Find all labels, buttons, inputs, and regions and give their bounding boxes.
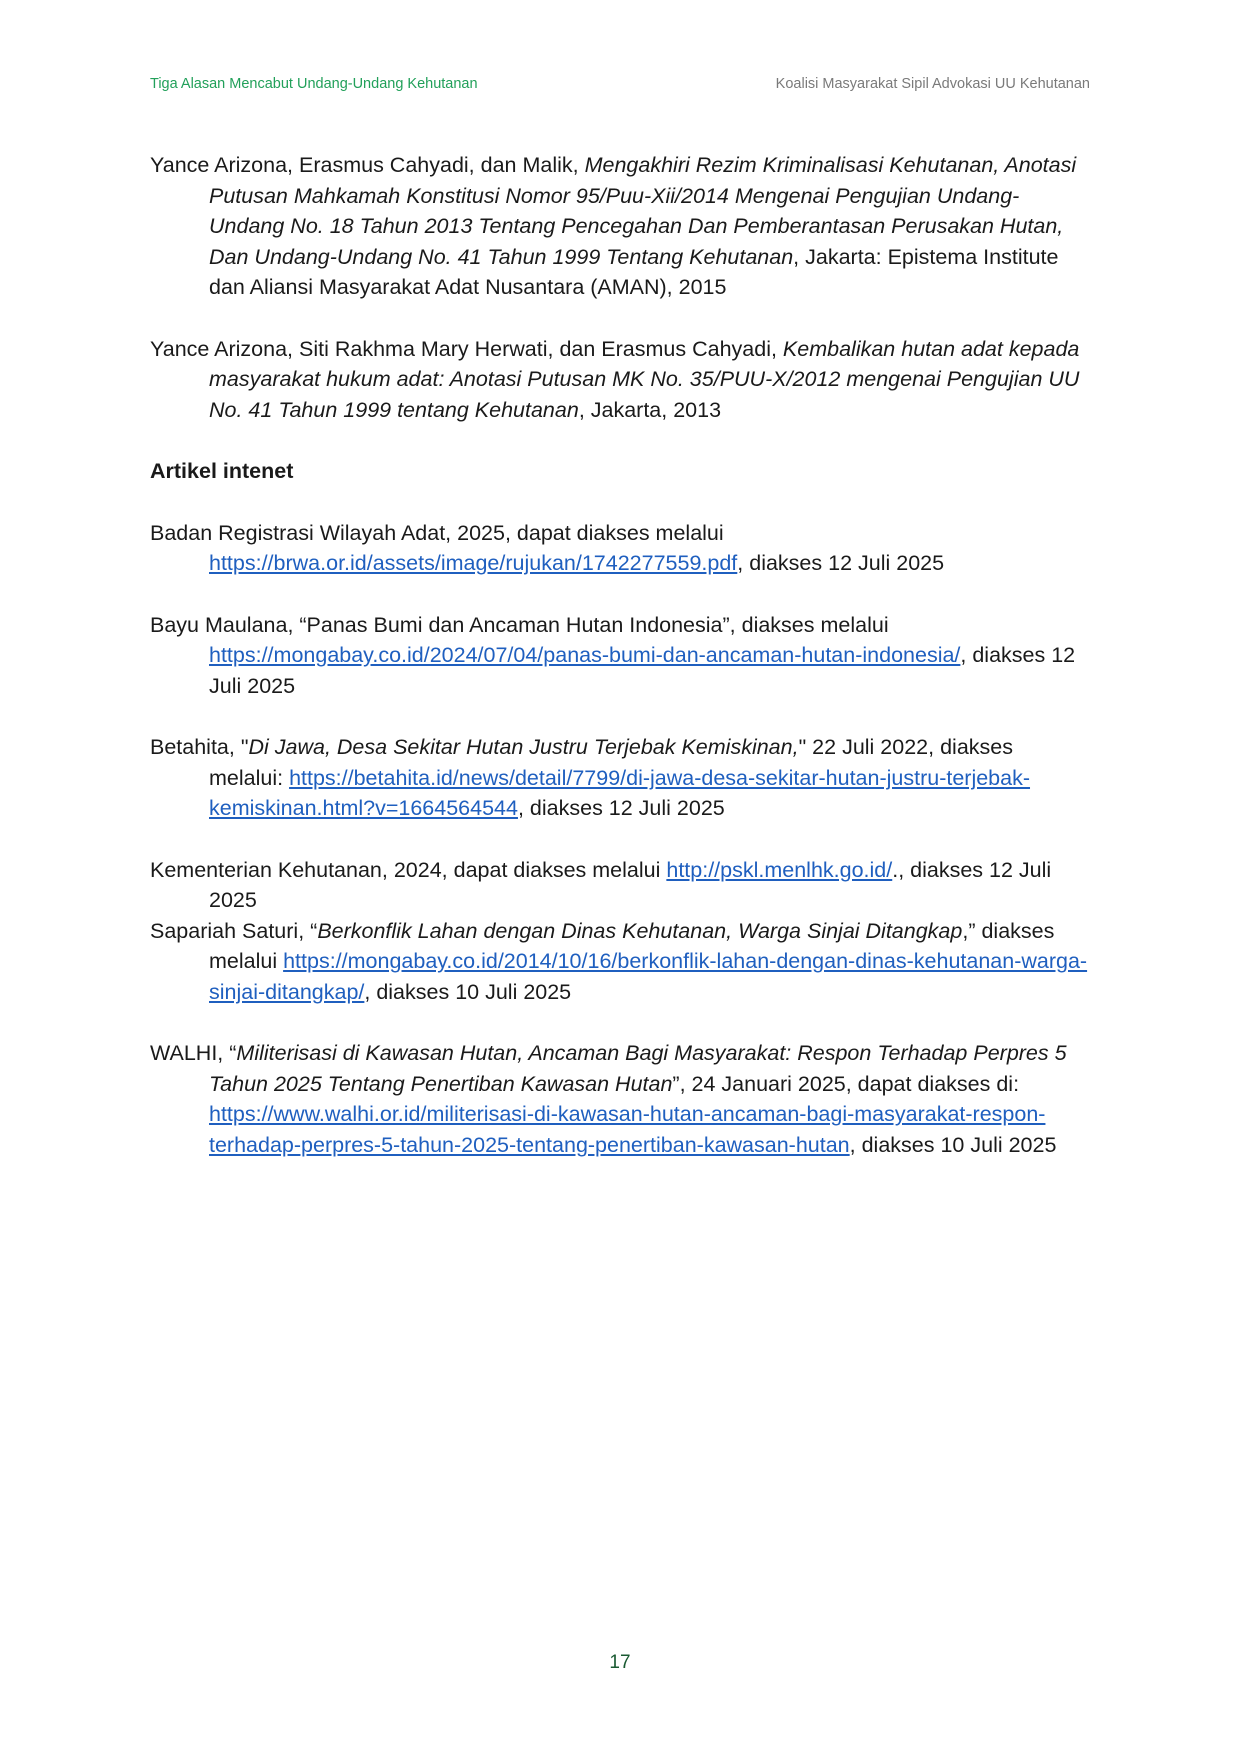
reference-author: Betahita, " — [150, 735, 249, 759]
reference-author: Yance Arizona, Erasmus Cahyadi, dan Malik, — [150, 153, 585, 177]
reference-access-date: , diakses 12 Juli 2025 — [737, 551, 945, 575]
reference-item — [150, 610, 1090, 702]
reference-item — [150, 518, 1090, 579]
reference-title: Kembalikan hutan adat kepada masyarakat hukum adat: Anotasi Putusan MK No. 35/PUU-X/2012 mengenai Pengujian UU No. 41 Tahun 1999 tentang Kehutanan — [209, 336, 1080, 422]
reference-item — [150, 916, 1090, 1008]
reference-link-mongabay-panas-bumi[interactable]: https://mongabay.co.id/2024/07/04/panas-bumi-dan-ancaman-hutan-indonesia/ — [209, 643, 961, 667]
reference-list — [150, 150, 1090, 1191]
reference-publication: , Jakarta: Epistema Institute dan Aliansi Masyarakat Adat Nusantara (AMAN), 2015 — [209, 244, 1059, 299]
reference-link-pskl[interactable]: http://pskl.menlhk.go.id/ — [666, 857, 893, 882]
header-document-title: Tiga Alasan Mencabut Undang-Undang Kehutanan — [150, 76, 478, 92]
reference-link-mongabay-sinjai[interactable]: https://mongabay.co.id/2014/10/16/berkonflik-lahan-dengan-dinas-kehutanan-warga-sinjai-ditangkap/ — [209, 949, 1088, 1004]
page-header — [150, 76, 1090, 96]
reference-link-betahita[interactable]: https://betahita.id/news/detail/7799/di-jawa-desa-sekitar-hutan-justru-terjebak-kemiskinan.html?v=1664564544 — [209, 765, 1031, 820]
reference-text: " 22 Juli 2022, diakses melalui: — [209, 735, 1013, 790]
reference-item — [150, 334, 1090, 426]
reference-item — [150, 732, 1090, 824]
reference-author: Yance Arizona, Siti Rakhma Mary Herwati, dan Erasmus Cahyadi, — [150, 336, 783, 361]
reference-access-date: , diakses 10 Juli 2025 — [364, 979, 572, 1004]
reference-title: Berkonflik Lahan dengan Dinas Kehutanan, Warga Sinjai Ditangkap — [317, 918, 963, 943]
reference-access-date: , diakses 12 Juli 2025 — [517, 796, 725, 820]
reference-text: Badan Registrasi Wilayah Adat, 2025, dapat diakses melalui — [150, 520, 724, 545]
reference-author: WALHI, “ — [150, 1041, 237, 1065]
section-heading-internet-articles: Artikel intenet — [150, 459, 294, 483]
reference-item — [150, 855, 1090, 916]
reference-access-date: , diakses 10 Juli 2025 — [849, 1132, 1057, 1157]
reference-item — [150, 150, 1090, 303]
reference-access-date: , diakses 12 Juli 2025 — [209, 643, 1076, 698]
reference-title: Di Jawa, Desa Sekitar Hutan Justru Terjebak Kemiskinan, — [248, 735, 799, 759]
reference-author: Sapariah Saturi, “ — [150, 918, 318, 943]
reference-link-brwa[interactable]: https://brwa.or.id/assets/image/rujukan/1742277559.pdf — [209, 551, 738, 575]
reference-title: Militerisasi di Kawasan Hutan, Ancaman Bagi Masyarakat: Respon Terhadap Perpres 5 Tahun 2025 Tentang Penertiban Kawasan Hutan — [209, 1041, 1067, 1096]
page-number: 17 — [609, 1652, 631, 1673]
reference-title: Mengakhiri Rezim Kriminalisasi Kehutanan, Anotasi Putusan Mahkamah Konstitusi Nomor 95/Puu-Xii/2014 Mengenai Pengujian Undang-Undang No. 18 Tahun 2013 Tentang Pencegahan Dan Pemberantasan Perusakan Hutan, Dan Undang-Undang No. 41 Tahun 1999 Tentang Kehutanan — [209, 153, 1077, 269]
header-organization: Koalisi Masyarakat Sipil Advokasi UU Kehutanan — [775, 76, 1090, 92]
reference-text: ,” diakses melalui — [209, 918, 1055, 973]
reference-item — [150, 1038, 1090, 1160]
reference-link-walhi[interactable]: https://www.walhi.or.id/militerisasi-di-kawasan-hutan-ancaman-bagi-masyarakat-respon-terhadap-perpres-5-tahun-2025-tentang-penertiban-kawasan-hutan — [209, 1102, 1046, 1157]
reference-access-date: ., diakses 12 Juli 2025 — [209, 857, 1052, 912]
reference-text: Bayu Maulana, “Panas Bumi dan Ancaman Hutan Indonesia”, diakses melalui — [150, 612, 889, 637]
reference-text: ”, 24 Januari 2025, dapat diakses di: — [672, 1071, 1020, 1096]
reference-publication: , Jakarta, 2013 — [578, 397, 722, 422]
reference-text: Kementerian Kehutanan, 2024, dapat diakses melalui — [150, 857, 667, 882]
